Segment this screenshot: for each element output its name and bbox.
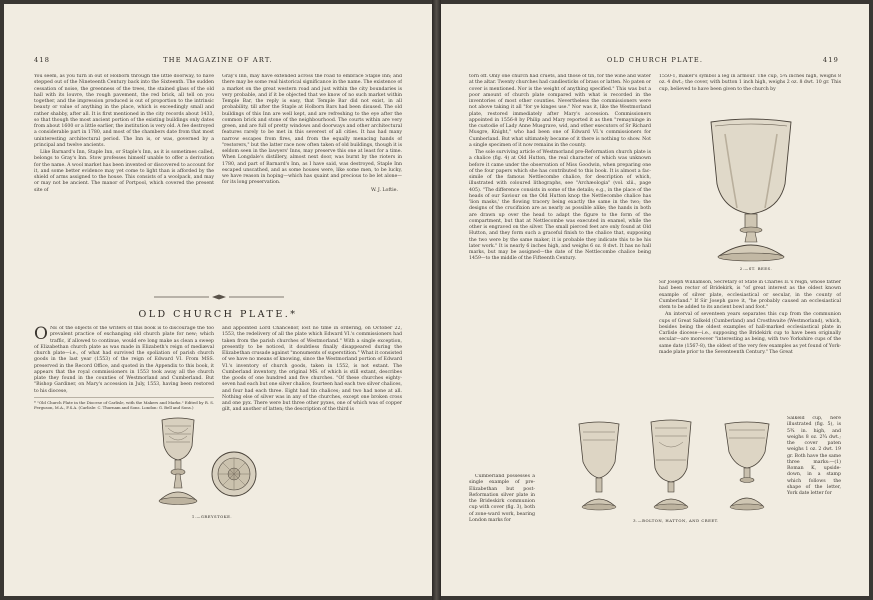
figure-greystoke-chalice-paten (152, 414, 272, 512)
chalice-illustration (159, 418, 197, 505)
paragraph: An interval of seventeen years separates this cup from the communion cups of Great Salkeld (Cumberland) and Crosthwaite (Westmorland), which, besides being the oldest examples of hall-marked ecclesiastical plate in Carlisle diocese—i.e., supposing the Bridekirk cup to have been originally secular—are moreover "interesting as being, with two Yorkshire cups of the same date (1567-8), the oldest of the very few examples as yet found of York-made plate prior to the Seventeenth Century." The Great (659, 312, 841, 355)
left-page-number: 418 (34, 56, 51, 64)
figure-2-caption: 2.—ST. BEES. (739, 266, 773, 271)
paragraph: 1550-1, maker's symbol a leg in armour. The cup, 5¾ inches high, weighs 8 oz. 4 dwt.; the cover, with button 1 inch high, weighs 2 oz. 8 dwt. 10 gr. This cup, believed to have been given to the church by (659, 74, 841, 92)
paragraph: and appointed Lord Chancellor, lost no time in ordering, on October 22, 1553, the redelivery of all the plate which Edward VI.'s commissioners had taken from the parish churches of Westmorland." With a single exception, presently to be noticed, it doubtless finally disappeared during the Elizabethan crusade against "monuments of superstition." What it consisted of we have no means of knowing, since the Westmorland portion of Edward VI.'s inventory of church goods, taken in 1552, is not extant. The Cumberland inventory, the original MS. of which is still extant, describes the goods of one hundred and five churches. "Of these churches eighty-seven had each but one silver chalice, fourteen had each two silver chalices, and four had each three. Eight had tin chalices; and two had none at all. Nothing else of silver was in any of the churches, except one broken cross and one pyx. There were but three other pyxes, one of which was of copper gilt, and another of latten; the description of the third is (222, 326, 402, 413)
paragraph: Gray's Inn, may have extended across the road to embrace Staple Inn; and there may be some real historical significance in the name. The existence of a market on the great western road and just within the city boundaries is very probable, and if it be objected that we know of no such market within Temple Bar, the reply is easy, that Temple Bar did not exist, in all probability, till after the Staple at Holborn Bars had been disused. The old buildings of this Inn are well kept, and are refreshing to the eye after the common brick and stone of the neighbourhood. The courts within are very green, and are full of pretty windows and doorways and other architectural features rarely to be met in this severest of all cities. It has had many narrow escapes from fires, and from the equally menacing hands of "restorers," but the latter race now often taken of old buildings, though it is seldom seen in the lawyers' Inns, may preserve this one at least for a time. When Longdale's distillery, almost next door, was burnt by the rioters in 1780, and part of Barnard's Inn, as I have said, was destroyed, Staple Inn escaped unscathed, and as some houses were, like some men, to be lucky, we have reason in hoping—which has quaint and precious to be let alone—for its long preservation. (222, 74, 402, 186)
cup-bolton (579, 422, 619, 510)
right-column-1 (469, 74, 651, 474)
footnote: * "Old Church Plate in the Diocese of Carlisle, with the Makers and Marks." Edited by R. S. Ferguson, M.A., F.S.A. (Carlisle: C. Thurnam and Sons. London: G. Bell and Sons.) (34, 397, 214, 410)
paragraph: Like Barnard's Inn, Staple Inn, or Staple's Inn, as it is sometimes called, belongs to Gray's Inn. Stow professes himself unable to offer a derivation for the name. A wool market has been invented or discovered to account for it, and some better evidence may yet come to light than is afforded by the shield of arms assigned to the house. This consists of a woolpack, and may or may not be ancient. The manor of Portpool, which covered the present site of (34, 150, 214, 193)
figure-3-caption: 3.—BOLTON, HATTON, AND CREET. (633, 518, 719, 523)
paragraph: Cumberland possesses a single example of pre-Elizabethan but post-Reformation silver plate in the Brideskirk communion cup with cover (fig. 3), both of zone-ward work, bearing London marks for (469, 474, 535, 523)
right-page-number: 419 (822, 56, 839, 64)
paragraph: You seem, as you turn in out of Holborn through the little doorway, to have stepped out of the Nineteenth Century back into the Sixteenth. The sudden cessation of noise, the greenness of the trees, the stained glass of the old hall with its louvre, the rough pavement, the red brick, all tell on you together, and the impression produced is out of proportion to the intrinsic beauty or value of anything in the place, which is exceedingly small and rather shabby, after all. It is first mentioned in the city records about 1433, so that though the most ancient portion of the existing buildings only dates from about 1600 or a little earlier, the institution is very old. A fee destroyed a considerable part in 1780, and most of the chambers date from that most uninteresting architectural period. The Inn is, or was, governed by a principal and twelve ancients. (34, 74, 214, 148)
paragraph: Salkeld cup, here illustrated (fig. 5), is 5¾ in. high, and weighs 8 oz. 2¾ dwt.; the cover paten weighs 1 oz. 2 dwt. 19 gr. Both have the same three marks:—(1) Roman K, upside-down, in a stamp which follows the shape of the letter, York date letter for (787, 416, 841, 496)
right-column-1-wrap (469, 474, 535, 584)
figure-three-cups (571, 418, 781, 516)
right-column-2-top (659, 74, 841, 112)
figure-st-bees-cup (691, 114, 811, 264)
paragraph: The sole surviving article of Westmorland pre-Reformation church plate is a chalice (fig. 4) at Old Hutton, the real character of which was unknown before it came under the observation of Miss Goodwin, when preparing one of the four papers which she has contributed to this book. It is almost a fac-simile of the famous Nettlecombe chalice, for description of which, illustrated with coloured lithographs, see "Archæologia" (vol. xlii., page 405). "The difference consists in some of the details; e.g., in the place of the heads of our Saviour on the Old Hutton knop the Nettlecombe chalice has 'lion masks,' the flowing tracery being exactly the same in the two; the designs of the crucifixion are as nearly as possible alike; the hands in both are drawn up over the head to adapt the figure to the form of the compartment, but that at Nettlecombe was executed in enamel, while the other is engraved on the silver. The small pierced feet are only found at Old Hutton, and they form such a graceful finish to the chalice that, supposing the two were by the same maker, it is probable they indicate this to be his later work." It is nearly 6 inches high, and weighs 6 oz. 8 dwt. It has no hall marks, but may be assigned—the date of the Nettlecombe chalice being 1459—to the middle of the Fifteenth Century. (469, 150, 651, 262)
right-column-2-bottom (659, 280, 841, 416)
left-page (4, 4, 432, 596)
left-column-2 (222, 74, 402, 292)
paragraph: torn off. Only one church had cruets, and those of tin, for the wine and water at the altar. Twenty churches had candlesticks of brass or latten. No paten or cover is mentioned. Nor is the weight of anything specified." This was but a poor amount of church plate compared with what is recorded in the inventories of most other counties. Nevertheless the commissioners were not above taking it all "for ye kinges use." Nor was it, like the Westmorland plate, restored immediately after Mary's accession. Commissioners appointed in 1556-8 by Philip and Mary reported it as then "remayninge in the custodie of Lady Anne Musgrave, wid, and other executors of Sr Richard Musgre, Knight," who had been one of Edward VI.'s commissioners for Cumberland. But what ultimately became of it there is nothing to show. Not a single specimen of it now remains in the county. (469, 74, 651, 148)
article-title: OLD CHURCH PLATE.* (138, 309, 298, 320)
paragraph: NE of the objects of the writers of this book is to discourage the too prevalent practice of exchanging old church plate for new; which traffic, if allowed to continue, would ere long make as clean a sweep of Elizabethan church plate as was made in Elizabeth's reign of mediæval church plate—i.e., of what had survived the spoliation of parish church goods in the last year (1553) of the reign of Edward VI. From MSS. preserved in the Record Office, and quoted in the Appendix to this book, it appears that the royal commissioners in 1553 took away all the church plate they found in the counties of Westmorland and Cumberland. But "Bishop Gardiner, on Mary's accession in July, 1553, having been restored to his diocese, (34, 326, 214, 394)
drop-cap: O (34, 326, 48, 344)
figure-1-caption: 1.—GREYSTOKE. (191, 514, 233, 519)
left-column-1 (34, 74, 214, 289)
right-column-3-narrow (787, 416, 841, 584)
cup-creet (725, 422, 769, 510)
cup-hatton (651, 420, 691, 510)
author-signature: W. J. Loftie. (370, 187, 398, 193)
left-column-4-wrap (262, 422, 402, 532)
left-running-title: THE MAGAZINE OF ART. (163, 56, 273, 64)
paragraph: Sir Joseph Williamson, Secretary of State in Charles II.'s reign, whose father had been rector of Bridekirk, is "of great interest as the oldest known example of silver plate, ecclesiastical or secular, in the county of Cumberland." If Sir Joseph gave it, "he probably caused an ecclesiastical stem to be added to its ancient bowl and foot." (659, 280, 841, 310)
left-column-4-top (222, 326, 402, 422)
right-running-title: OLD CHURCH PLATE. (606, 56, 704, 64)
paten-illustration (212, 452, 256, 496)
book-gutter (432, 0, 441, 600)
right-page (441, 4, 869, 596)
ornamental-divider (154, 294, 284, 300)
